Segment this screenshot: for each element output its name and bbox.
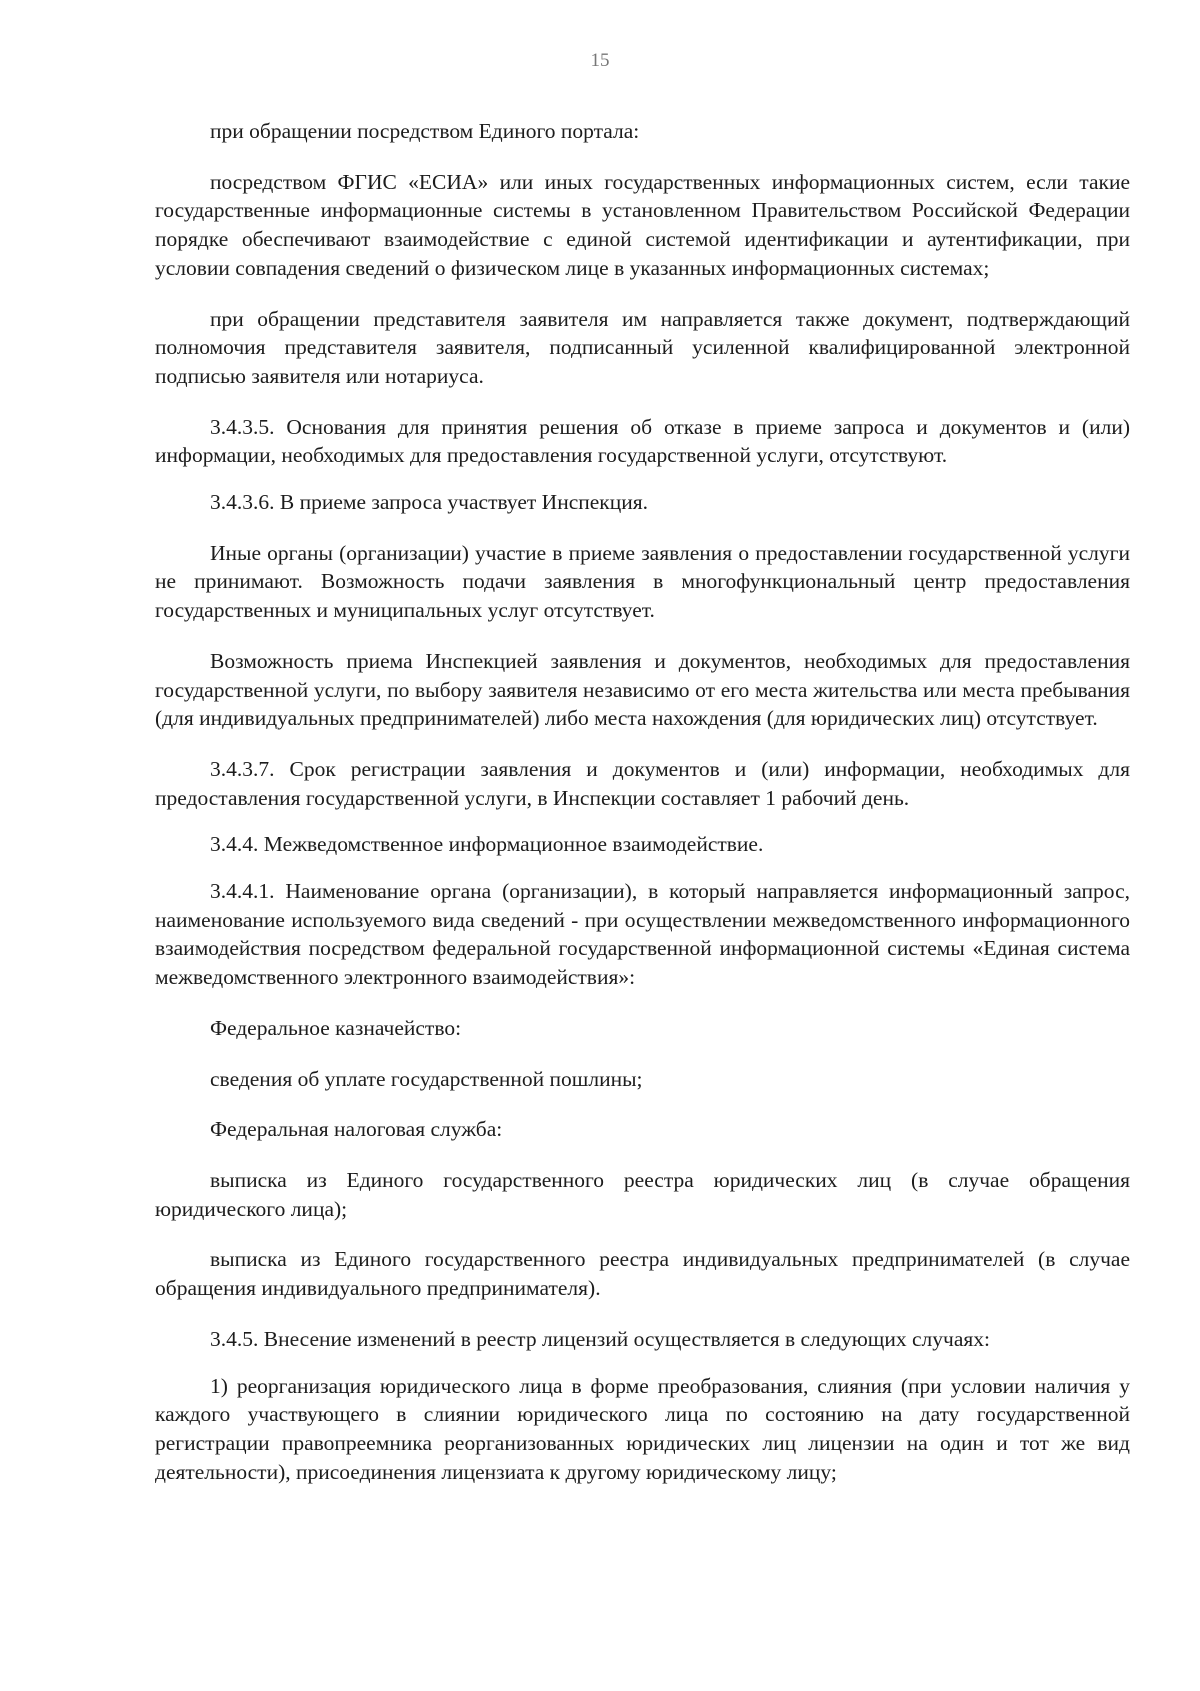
paragraph-representative: при обращении представителя заявителя им направляется также документ, подтверждающий полномочия представителя заявителя, подписанный усиленной квалифицированной электронной подписью заявителя или нотариуса. xyxy=(155,306,1130,388)
paragraph-3-4-3-7: 3.4.3.7. Срок регистрации заявления и документов и (или) информации, необходимых для предоставления государственной услуги, в Инспекции составляет 1 рабочий день. xyxy=(155,756,1130,810)
paragraph-3-4-3-5: 3.4.3.5. Основания для принятия решения об отказе в приеме запроса и документов и (или) информации, необходимых для предоставления государственной услуги, отсутствуют. xyxy=(155,414,1130,468)
paragraph-reorganization: 1) реорганизация юридического лица в форме преобразования, слияния (при условии наличия у каждого участвующего в слиянии юридического лица по состоянию на дату государственной регистрации правопреемника реорганизованных юридических лиц лицензии на один и тот же вид деятельности), присоединения лицензиата к другому юридическому лицу; xyxy=(155,1373,1130,1484)
page-number: 15 xyxy=(590,50,610,71)
paragraph-3-4-3-6: 3.4.3.6. В приеме запроса участвует Инспекция. xyxy=(210,490,649,515)
paragraph-duty-info: сведения об уплате государственной пошлины; xyxy=(210,1066,643,1091)
document-body xyxy=(155,117,1130,1504)
paragraph-egrul-extract: выписка из Единого государственного реестра юридических лиц (в случае обращения юридического лица); xyxy=(155,1167,1130,1221)
paragraph-3-4-4-1: 3.4.4.1. Наименование органа (организации), в который направляется информационный запрос, наименование используемого вида сведений - при осуществлении межведомственного информационного взаимодействия посредством федеральной государственной информационной системы «Единая система межведомственного электронного взаимодействия»: xyxy=(155,879,1130,990)
paragraph-inspection-reception: Возможность приема Инспекцией заявления и документов, необходимых для предоставления государственной услуги, по выбору заявителя независимо от его места жительства или места пребывания (для индивидуальных предпринимателей) либо места нахождения (для юридических лиц) отсутствует. xyxy=(155,648,1130,731)
paragraph-tax-service: Федеральная налоговая служба: xyxy=(210,1117,503,1142)
paragraph-3-4-5: 3.4.5. Внесение изменений в реестр лицензий осуществляется в следующих случаях: xyxy=(210,1326,990,1351)
paragraph-3-4-4: 3.4.4. Межведомственное информационное взаимодействие. xyxy=(210,832,764,857)
paragraph-esia: посредством ФГИС «ЕСИА» или иных государственных информационных систем, если такие государственные информационные системы в установленном Правительством Российской Федерации порядке обеспечивают взаимодействие с единой системой идентификации и аутентификации, при условии совпадения сведений о физическом лице в указанных информационных системах; xyxy=(155,169,1130,280)
paragraph-other-organs: Иные органы (организации) участие в приеме заявления о предоставлении государственной услуги не принимают. Возможность подачи заявления в многофункциональный центр предоставления государственных и муниципальных услуг отсутствует. xyxy=(155,540,1130,623)
paragraph-portal-intro: при обращении посредством Единого портала: xyxy=(210,119,640,143)
paragraph-egrip-extract: выписка из Единого государственного реестра индивидуальных предпринимателей (в случае обращения индивидуального предпринимателя). xyxy=(155,1247,1130,1301)
paragraph-treasury: Федеральное казначейство: xyxy=(210,1015,462,1040)
